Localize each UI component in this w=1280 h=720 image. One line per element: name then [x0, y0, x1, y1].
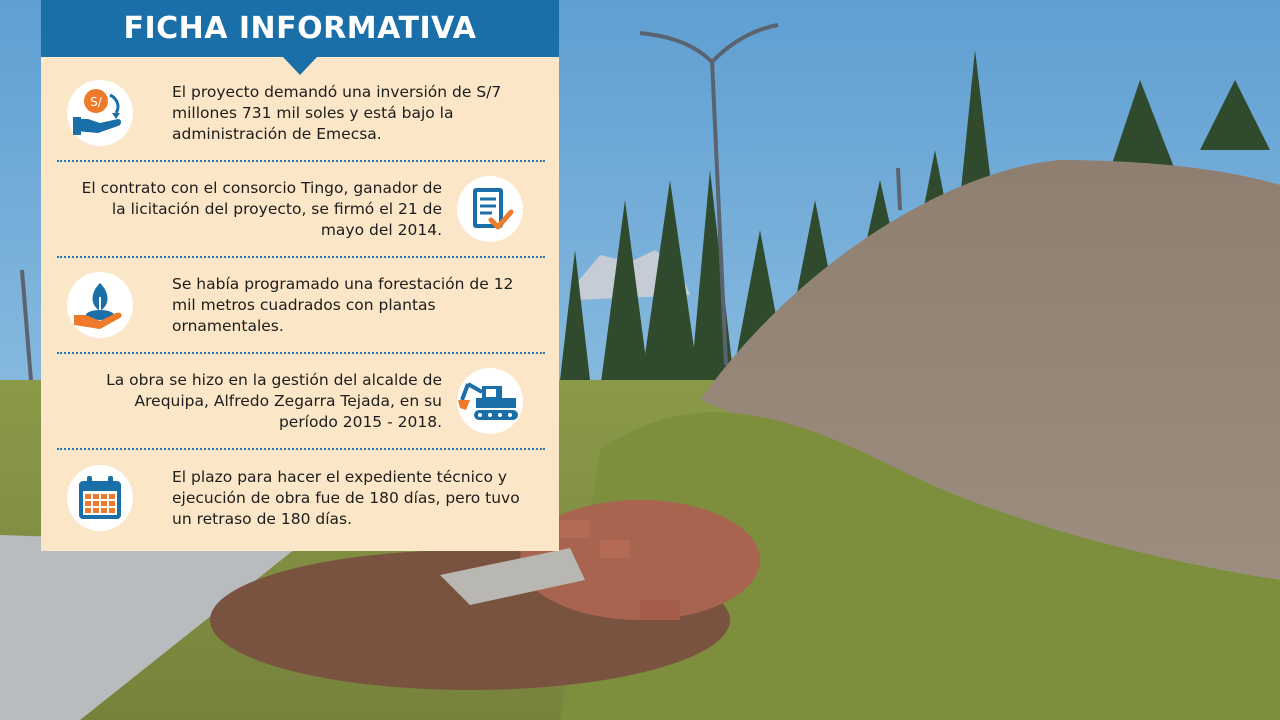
info-text-deadline: El plazo para hacer el expediente técnico y ejecución de obra fue de 180 días, pero tuvo un retraso de 180 días.	[172, 467, 520, 528]
info-text-forestation: Se había programado una forestación de 12 mil metros cuadrados con plantas ornamentales.	[172, 274, 514, 335]
info-item-deadline	[57, 450, 545, 546]
calendar-icon	[67, 465, 133, 531]
excavator-icon	[457, 368, 523, 434]
panel-title: FICHA INFORMATIVA	[123, 11, 477, 46]
info-item-investment	[57, 66, 545, 162]
contract-document-icon	[457, 176, 523, 242]
plant-hand-icon	[67, 272, 133, 338]
info-text-investment: El proyecto demandó una inversión de S/7 millones 731 mil soles y está bajo la administración de Emecsa.	[172, 82, 502, 143]
info-panel	[41, 0, 559, 551]
info-item-contract	[57, 162, 545, 258]
money-icon-label: S/	[90, 95, 102, 109]
panel-header	[41, 0, 559, 57]
info-item-mayor	[57, 354, 545, 450]
info-text-mayor: La obra se hizo en la gestión del alcalde de Arequipa, Alfredo Zegarra Tejada, en su período 2015 - 2018.	[106, 370, 442, 431]
money-hand-icon	[67, 80, 133, 146]
info-text-contract: El contrato con el consorcio Tingo, ganador de la licitación del proyecto, se firmó el 21 de mayo del 2014.	[81, 178, 442, 239]
info-item-forestation	[57, 258, 545, 354]
